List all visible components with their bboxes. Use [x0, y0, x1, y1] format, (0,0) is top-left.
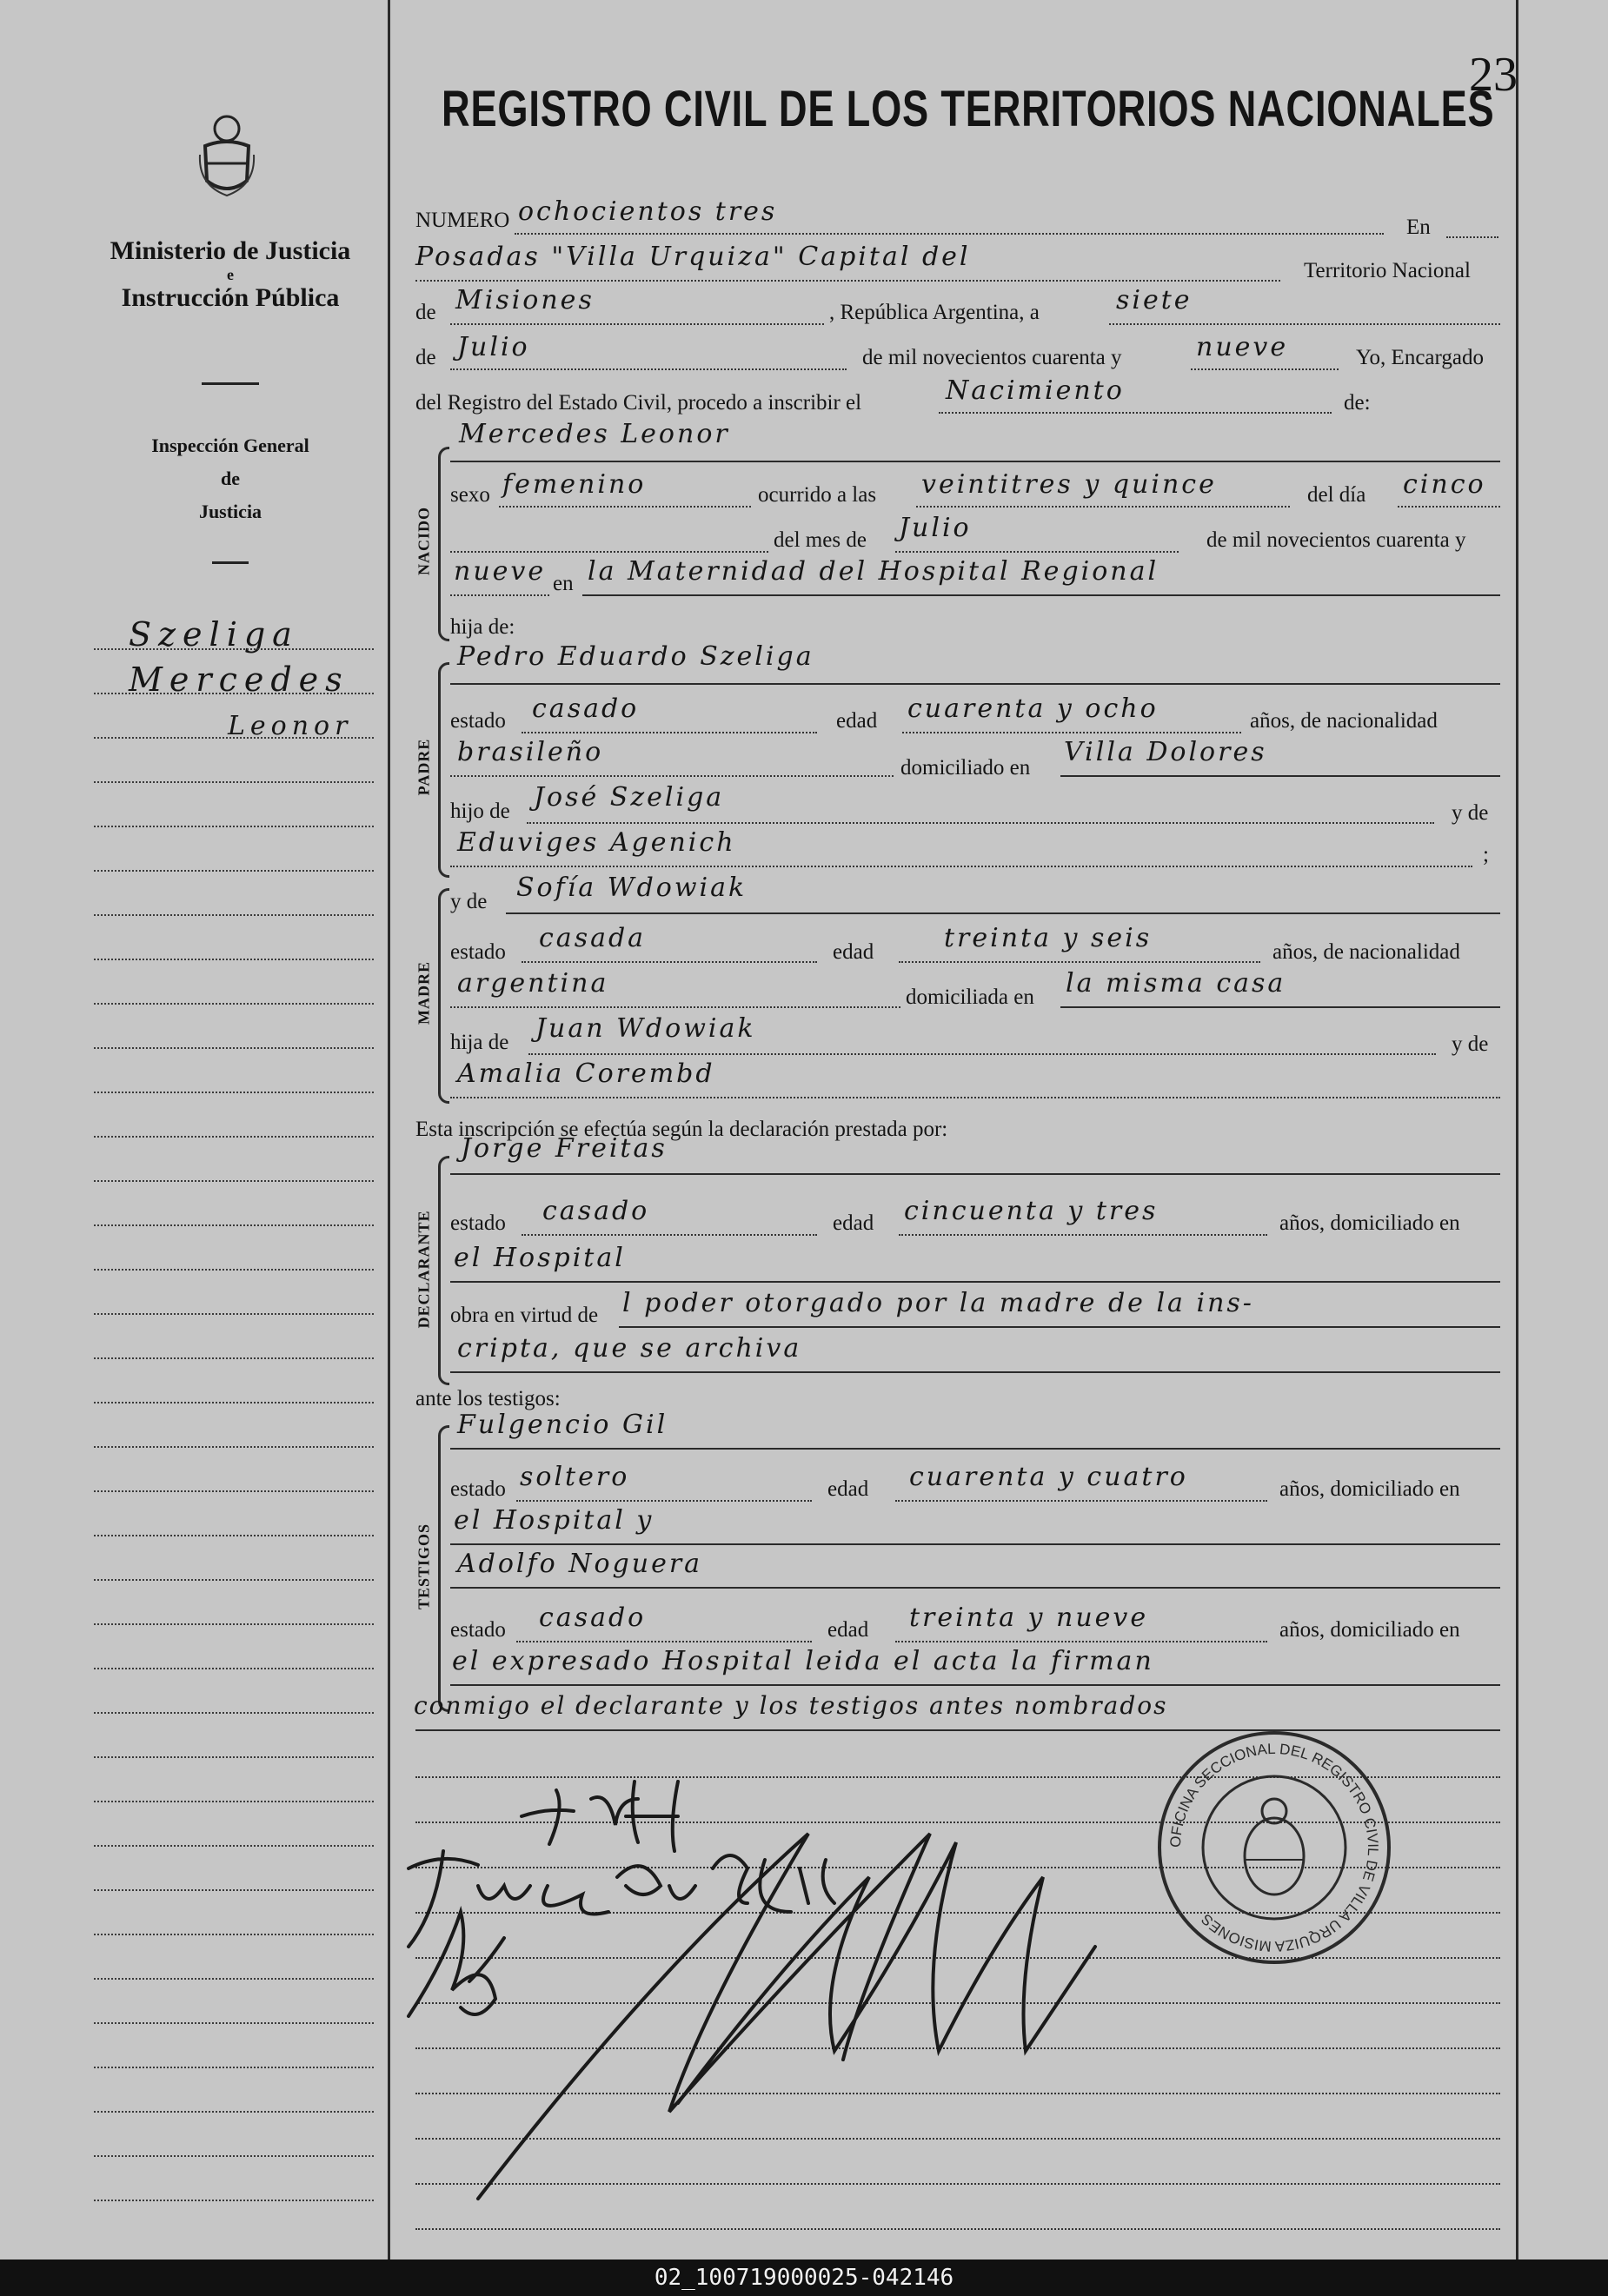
father-anios-label: años, de nacionalidad [1250, 709, 1438, 733]
declarant-edad-label: edad [833, 1211, 874, 1235]
de-label-2: de [415, 346, 436, 369]
margin-rule-line [94, 693, 374, 694]
del-mes-label: del mes de [774, 528, 867, 552]
margin-rule-line [94, 1313, 374, 1315]
father-nacionalidad-value: brasileño [457, 737, 604, 767]
margin-rule-line [94, 1801, 374, 1802]
day-value: siete [1116, 285, 1193, 315]
encargado-label: Yo, Encargado [1356, 346, 1484, 369]
declarant-estado-value: casado [542, 1196, 650, 1226]
margin-rule-line [94, 1092, 374, 1093]
witness2-estado-value: casado [539, 1603, 647, 1633]
sidebar-divider-2 [212, 561, 249, 564]
father-name: Pedro Eduardo Szeliga [457, 641, 814, 672]
witness2-edad-value: treinta y nueve [909, 1603, 1149, 1633]
testigos-brace [438, 1425, 449, 1712]
anio-value: nueve [454, 556, 547, 587]
margin-rule-line [94, 2155, 374, 2157]
hija-de-label: hija de: [450, 615, 515, 639]
mother-domicilio-label: domiciliada en [906, 985, 1034, 1009]
declarant-domicilio-value: el Hospital [454, 1243, 626, 1273]
margin-rule-line [94, 2022, 374, 2024]
margin-rule-line [94, 1535, 374, 1536]
mother-edad-value: treinta y seis [944, 923, 1153, 953]
margin-rule-line [94, 826, 374, 827]
margin-rule-line [94, 1269, 374, 1271]
mother-name: Sofía Wdowiak [516, 873, 748, 903]
madre-brace [438, 888, 449, 1104]
declarante-brace [438, 1156, 449, 1385]
declarante-section-label: DECLARANTE [415, 1210, 433, 1329]
father-estado-value: casado [532, 693, 640, 724]
margin-rule-line [94, 1756, 374, 1758]
witness1-domicilio-value: el Hospital y [454, 1505, 654, 1536]
witness2-estado-label: estado [450, 1618, 506, 1642]
obra-value-2: cripta, que se archiva [457, 1333, 802, 1364]
stamp-text: OFICINA SECCIONAL DEL REGISTRO CIVIL DE VILLA URQUIZA MISIONES [1166, 1740, 1382, 1955]
witness1-estado-value: soltero [520, 1462, 630, 1492]
mother-hija-de-label: hija de [450, 1031, 509, 1054]
margin-rule-line [94, 1978, 374, 1980]
witness1-edad-label: edad [827, 1477, 869, 1501]
obra-value-1: l poder otorgado por la madre de la ins- [622, 1288, 1254, 1318]
father-semicolon: ; [1483, 843, 1489, 866]
margin-rule-line [94, 648, 374, 650]
inspection-line2: de [221, 468, 240, 489]
coat-of-arms-icon [196, 111, 257, 198]
child-name: Mercedes Leonor [459, 419, 730, 449]
mother-madre-value: Amalia Corembd [457, 1058, 715, 1089]
witness2-anios-label: años, domiciliado en [1279, 1618, 1460, 1642]
mother-y-de-label-2: y de [1452, 1032, 1489, 1056]
mes-value: Julio [899, 513, 972, 543]
inspection-line1: Inspección General [151, 435, 309, 456]
ministry-e: e [227, 266, 234, 283]
obra-label: obra en virtud de [450, 1304, 599, 1327]
margin-surname: Szeliga [129, 615, 299, 654]
registro-label: del Registro del Estado Civil, procedo a inscribir el [415, 391, 862, 415]
declarant-anios-label: años, domiciliado en [1279, 1211, 1460, 1235]
declarant-name: Jorge Freitas [461, 1133, 668, 1164]
mother-padre-value: Juan Wdowiak [535, 1013, 756, 1044]
territorio-label: Territorio Nacional [1304, 259, 1471, 282]
declaration-intro: Esta inscripción se efectúa según la declaración prestada por: [415, 1118, 948, 1141]
declarant-edad-value: cincuenta y tres [904, 1196, 1159, 1226]
territory-value: Misiones [455, 285, 595, 315]
margin-middle-name: Leonor [228, 711, 353, 741]
padre-section-label: PADRE [415, 738, 433, 796]
padre-brace [438, 662, 449, 878]
margin-rule-line [94, 781, 374, 783]
mother-domicilio-value: la misma casa [1066, 968, 1286, 999]
sidebar-divider [202, 382, 259, 385]
margin-rule-line [94, 870, 374, 872]
margin-rule-line [94, 2200, 374, 2201]
witness2-edad-label: edad [827, 1618, 869, 1642]
nacido-brace [438, 447, 449, 641]
place-value: Posadas "Villa Urquiza" Capital del [415, 242, 971, 272]
margin-rule-line [94, 1136, 374, 1138]
closing-line-1: el expresado Hospital leida el acta la firman [452, 1646, 1154, 1676]
margin-rule-line [94, 959, 374, 960]
father-padre-value: José Szeliga [534, 782, 725, 813]
margin-rule-line [94, 1446, 374, 1448]
margin-rule-line [94, 1934, 374, 1935]
lugar-value: la Maternidad del Hospital Regional [588, 556, 1159, 587]
father-y-de-label: y de [1452, 801, 1489, 825]
father-edad-label: edad [836, 709, 878, 733]
ocurrido-label: ocurrido a las [758, 483, 877, 507]
mother-estado-value: casada [539, 923, 647, 953]
mother-edad-label: edad [833, 940, 874, 964]
father-hijo-de-label: hijo de [450, 800, 510, 823]
page-number: 23 [1469, 48, 1518, 102]
margin-rule-line [94, 2111, 374, 2113]
inspection-line3: Justicia [198, 501, 262, 522]
margin-rule-line [94, 1889, 374, 1891]
margin-rule-line [94, 1003, 374, 1005]
margin-given-name: Mercedes [129, 660, 349, 699]
margin-rule-line [94, 1668, 374, 1669]
month-value: Julio [457, 332, 530, 362]
right-border [1516, 0, 1518, 2260]
madre-section-label: MADRE [415, 961, 433, 1025]
testigos-section-label: TESTIGOS [415, 1523, 433, 1610]
margin-rule-line [94, 1357, 374, 1359]
ministry-line1: Ministerio de Justicia [110, 236, 351, 265]
sexo-value: femenino [502, 469, 647, 500]
margin-rule-line [94, 1579, 374, 1581]
margin-rule-line [94, 1845, 374, 1847]
numero-value: ochocientos tres [518, 196, 778, 227]
father-madre-value: Eduviges Agenich [457, 827, 736, 858]
witnesses-intro: ante los testigos: [415, 1387, 561, 1410]
numero-label: NUMERO [415, 209, 510, 232]
official-stamp [1144, 1717, 1405, 1978]
de-colon-label: de: [1344, 391, 1371, 415]
mother-nacionalidad-value: argentina [457, 968, 609, 999]
witness2-name: Adolfo Noguera [457, 1549, 703, 1579]
image-caption: 02_100719000025-042146 [0, 2260, 1608, 2296]
margin-rule-line [94, 914, 374, 916]
closing-line-2: conmigo el declarante y los testigos antes nombrados [414, 1691, 1168, 1720]
margin-rule-line [94, 1490, 374, 1492]
nacido-section-label: NACIDO [415, 507, 433, 576]
year-label: de mil novecientos cuarenta y [862, 346, 1122, 369]
margin-rule-line [94, 1402, 374, 1403]
father-estado-label: estado [450, 709, 506, 733]
margin-rule-line [94, 1712, 374, 1714]
hora-value: veintitres y quince [921, 469, 1217, 500]
en-label: En [1406, 216, 1431, 239]
dia-value: cinco [1403, 469, 1486, 500]
mother-estado-label: estado [450, 940, 506, 964]
father-edad-value: cuarenta y ocho [907, 693, 1159, 724]
declarant-estado-label: estado [450, 1211, 506, 1235]
witness1-name: Fulgencio Gil [457, 1410, 668, 1440]
mother-y-de-label: y de [450, 890, 488, 913]
de-label: de [415, 301, 436, 324]
witness1-anios-label: años, domiciliado en [1279, 1477, 1460, 1501]
margin-rule-line [94, 1047, 374, 1049]
en-label-child: en [553, 572, 574, 595]
margin-rule-line [94, 1623, 374, 1625]
sexo-label: sexo [450, 483, 490, 507]
father-domicilio-value: Villa Dolores [1064, 737, 1267, 767]
witness1-edad-value: cuarenta y cuatro [909, 1462, 1188, 1492]
margin-divider [388, 0, 390, 2260]
year-value: nueve [1196, 332, 1289, 362]
del-dia-label: del día [1307, 483, 1366, 507]
mil-label: de mil novecientos cuarenta y [1206, 528, 1466, 552]
republica-label: , República Argentina, a [829, 301, 1040, 324]
margin-rule-line [94, 1224, 374, 1226]
mother-anios-label: años, de nacionalidad [1272, 940, 1460, 964]
witness1-estado-label: estado [450, 1477, 506, 1501]
margin-rule-line [94, 1180, 374, 1182]
page-title: REGISTRO CIVIL DE LOS TERRITORIOS NACIONALES [442, 81, 1495, 137]
father-domicilio-label: domiciliado en [900, 756, 1031, 780]
ministry-line2: Instrucción Pública [121, 283, 340, 312]
margin-rule-line [94, 2067, 374, 2068]
margin-rule-line [94, 737, 374, 739]
act-value: Nacimiento [946, 375, 1125, 406]
